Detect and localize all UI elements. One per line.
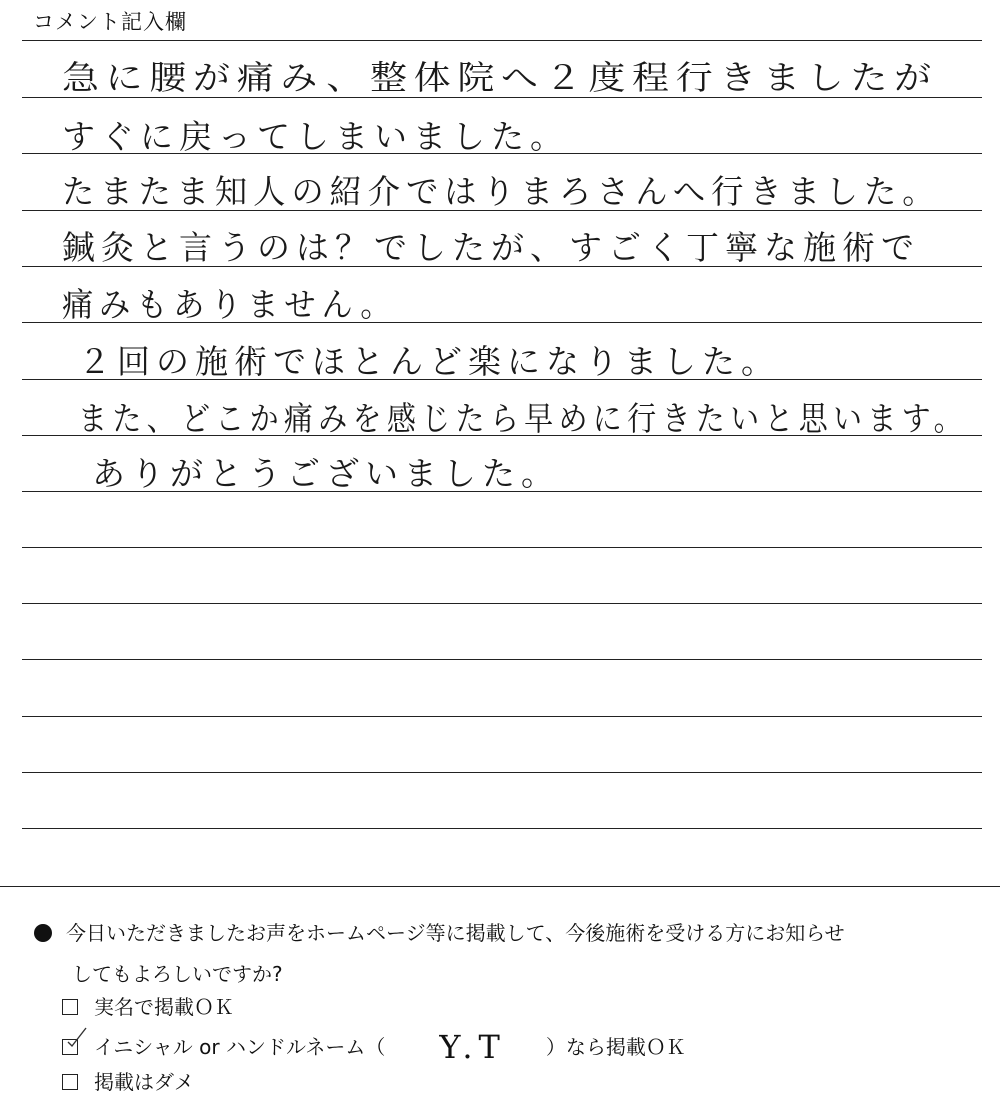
handwritten-comment-line: たまたま知人の紹介ではりまろさんへ行きました。: [62, 172, 941, 211]
option-real-name[interactable]: [62, 991, 234, 1020]
option-label: 実名で掲載ＯＫ: [94, 995, 234, 1019]
ruled-line: [22, 772, 982, 773]
handwritten-comment-line: 急に腰が痛み、整体院へ２度程行きましたが: [62, 58, 938, 97]
ruled-line: [22, 659, 982, 660]
handwritten-comment-line: 痛みもありません。: [62, 285, 398, 324]
handwritten-initials: Y.T: [439, 1028, 506, 1066]
checkbox-initials[interactable]: [62, 1039, 78, 1055]
checkmark-icon: [66, 1026, 88, 1048]
option-label: 掲載はダメ: [94, 1070, 194, 1094]
ruled-line: [22, 716, 982, 717]
handwritten-comment-line: また、どこか痛みを感じたら早めに行きたいと思います。: [78, 399, 969, 438]
publication-question: [34, 913, 974, 995]
option-decline[interactable]: [62, 1066, 194, 1095]
question-line: [34, 913, 974, 954]
ruled-line: [22, 828, 982, 829]
ruled-line: [22, 603, 982, 604]
ruled-line: [22, 547, 982, 548]
question-text: 今日いただきましたお声をホームページ等に掲載して、今後施術を受ける方にお知らせ: [66, 921, 845, 945]
checkbox-real-name[interactable]: [62, 999, 78, 1015]
section-divider: [0, 886, 1000, 887]
handwritten-comment-line: ありがとうございました。: [92, 454, 560, 493]
option-label: ）なら掲載ＯＫ: [545, 1035, 686, 1059]
handwritten-comment-line: ２回の施術でほとんど楽になりました。: [78, 342, 780, 381]
handwritten-comment-line: すぐに戻ってしまいました。: [62, 117, 569, 156]
checkbox-decline[interactable]: [62, 1074, 78, 1090]
handwritten-comment-line: 鍼灸と言うのは？でしたが、すごく丁寧な施術で: [62, 228, 920, 267]
ruled-line: [22, 40, 982, 41]
question-line: してもよろしいですか?: [72, 962, 283, 986]
option-initials[interactable]: [62, 1028, 686, 1066]
option-label: イニシャル or ハンドルネーム（: [94, 1035, 386, 1059]
bullet-icon: [34, 924, 52, 942]
comment-section-header: コメント記入欄: [33, 10, 187, 34]
